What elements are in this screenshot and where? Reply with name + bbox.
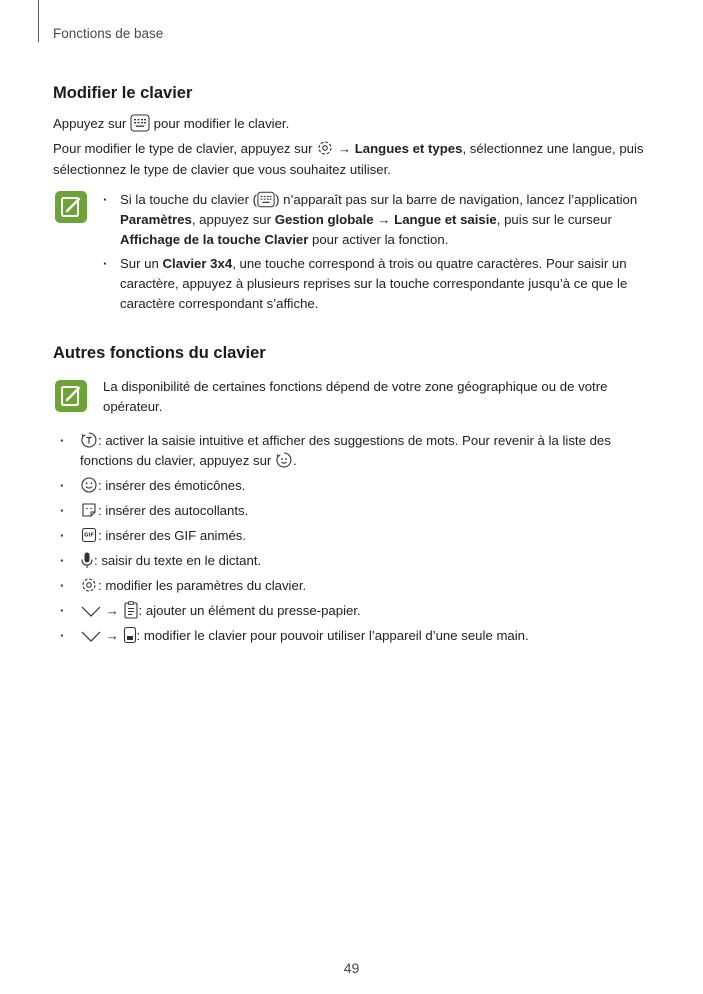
notes-list <box>103 190 648 318</box>
intro-line-2: Pour modifier le type de clavier, appuyez sur → Langues et types, sélectionnez une langue, puis sélectionnez le type de clavier que vous souhaitez utiliser. <box>53 141 644 177</box>
note-icon <box>55 191 87 223</box>
predictive-text-icon <box>80 431 98 449</box>
one-handed-icon <box>123 626 137 644</box>
feature-item-settings: · : modifier les paramètres du clavier. <box>60 578 307 593</box>
back-to-functions-icon <box>275 451 293 469</box>
keyboard-icon <box>257 191 275 208</box>
clipboard-icon <box>123 601 139 619</box>
feature-item-one-handed: · → : modifier le clavier pour pouvoir utiliser l’appareil d’une seule main. <box>60 628 529 643</box>
feature-item-voice: · : saisir du texte en le dictant. <box>60 553 262 568</box>
feature-item-emoji: · : insérer des émoticônes. <box>60 478 246 493</box>
header-rule <box>38 0 39 42</box>
feature-item-predictive: · : activer la saisie intuitive et afficher des suggestions de mots. Pour revenir à la liste des fonctions du clavier, appuyez sur . <box>60 433 611 468</box>
chevron-down-icon <box>80 630 102 644</box>
section-title-modify-keyboard: Modifier le clavier <box>53 84 193 102</box>
feature-item-gif: · GIF : insérer des GIF animés. <box>60 528 247 543</box>
note-item: · Si la touche du clavier ( ) n’apparaît pas sur la barre de navigation, lancez l’application Paramètres, appuyez sur Gestion globale → Langue et saisie, puis sur le curseur Affichage de la touche Clavier pour activer la fonction. <box>103 190 648 250</box>
sticker-icon <box>80 501 98 519</box>
microphone-icon <box>80 551 94 569</box>
page-number: 49 <box>343 960 360 976</box>
emoji-icon <box>80 476 98 494</box>
section-label: Fonctions de base <box>53 26 164 41</box>
note-item: · Sur un Clavier 3x4, une touche correspond à trois ou quatre caractères. Pour saisir un caractère, appuyez à plusieurs reprises sur la touche correspondante jusqu’à ce que le caractère correspondant s’affiche. <box>103 254 648 314</box>
section-title-other-functions: Autres fonctions du clavier <box>53 344 266 362</box>
intro-line-1: Appuyez sur pour modifier le clavier. <box>53 116 290 131</box>
feature-list <box>60 431 650 646</box>
gif-icon <box>80 526 98 544</box>
availability-note: La disponibilité de certaines fonctions dépend de votre zone géographique ou de votre opérateur. <box>103 379 608 414</box>
feature-item-clipboard: · → : ajouter un élément du presse-papier. <box>60 603 361 618</box>
feature-item-sticker: · : insérer des autocollants. <box>60 503 249 518</box>
note-icon <box>55 380 87 412</box>
svg-text:GIF: GIF <box>84 532 94 539</box>
gear-icon <box>316 139 334 157</box>
gear-icon <box>80 576 98 594</box>
keyboard-icon <box>130 114 150 132</box>
chevron-down-icon <box>80 605 102 619</box>
